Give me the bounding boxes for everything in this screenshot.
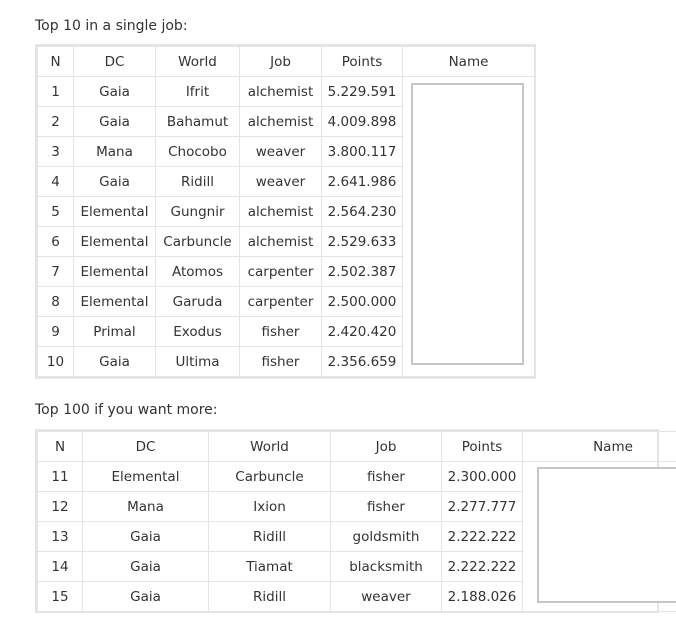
cell-dc: Elemental: [74, 257, 156, 287]
cell-points: 2.529.633: [322, 227, 403, 257]
cell-job: carpenter: [240, 257, 322, 287]
cell-job: blacksmith: [331, 552, 442, 582]
name-redaction-box: [537, 467, 676, 603]
cell-n: 14: [38, 552, 83, 582]
cell-job: goldsmith: [331, 522, 442, 552]
cell-dc: Mana: [74, 137, 156, 167]
cell-points: 2.502.387: [322, 257, 403, 287]
cell-dc: Gaia: [74, 167, 156, 197]
cell-dc: Gaia: [83, 552, 209, 582]
top100-table: [37, 431, 676, 612]
cell-world: Ridill: [209, 582, 331, 612]
cell-points: 3.800.117: [322, 137, 403, 167]
name-column-cell: [523, 462, 676, 612]
top10-table: [37, 46, 535, 377]
cell-n: 7: [38, 257, 74, 287]
name-column-cell: [403, 77, 535, 377]
header-points: Points: [442, 432, 523, 462]
cell-n: 3: [38, 137, 74, 167]
table-row: [38, 462, 676, 492]
cell-world: Bahamut: [156, 107, 240, 137]
cell-job: weaver: [331, 582, 442, 612]
cell-job: carpenter: [240, 287, 322, 317]
cell-job: alchemist: [240, 197, 322, 227]
cell-world: Gungnir: [156, 197, 240, 227]
header-world: World: [209, 432, 331, 462]
cell-n: 13: [38, 522, 83, 552]
cell-n: 12: [38, 492, 83, 522]
cell-points: 2.222.222: [442, 552, 523, 582]
cell-points: 2.188.026: [442, 582, 523, 612]
cell-dc: Gaia: [74, 107, 156, 137]
header-job: Job: [331, 432, 442, 462]
cell-job: weaver: [240, 167, 322, 197]
header-job: Job: [240, 47, 322, 77]
header-n: N: [38, 432, 83, 462]
cell-points: 2.420.420: [322, 317, 403, 347]
cell-job: fisher: [331, 462, 442, 492]
cell-dc: Gaia: [83, 522, 209, 552]
header-name: Name: [523, 432, 676, 462]
cell-dc: Elemental: [74, 227, 156, 257]
name-redaction-box: [411, 83, 524, 365]
header-name: Name: [403, 47, 535, 77]
cell-world: Exodus: [156, 317, 240, 347]
cell-points: 2.641.986: [322, 167, 403, 197]
top10-table-container: [35, 44, 536, 379]
cell-n: 1: [38, 77, 74, 107]
cell-world: Carbuncle: [209, 462, 331, 492]
cell-points: 2.222.222: [442, 522, 523, 552]
header-dc: DC: [74, 47, 156, 77]
cell-job: fisher: [240, 317, 322, 347]
header-points: Points: [322, 47, 403, 77]
cell-world: Ridill: [209, 522, 331, 552]
cell-world: Carbuncle: [156, 227, 240, 257]
header-world: World: [156, 47, 240, 77]
cell-dc: Elemental: [74, 197, 156, 227]
cell-job: weaver: [240, 137, 322, 167]
cell-n: 10: [38, 347, 74, 377]
cell-n: 5: [38, 197, 74, 227]
cell-world: Garuda: [156, 287, 240, 317]
cell-n: 15: [38, 582, 83, 612]
cell-world: Chocobo: [156, 137, 240, 167]
header-dc: DC: [83, 432, 209, 462]
cell-points: 4.009.898: [322, 107, 403, 137]
cell-points: 5.229.591: [322, 77, 403, 107]
header-n: N: [38, 47, 74, 77]
cell-world: Ifrit: [156, 77, 240, 107]
cell-dc: Elemental: [83, 462, 209, 492]
cell-n: 4: [38, 167, 74, 197]
cell-world: Tiamat: [209, 552, 331, 582]
cell-world: Atomos: [156, 257, 240, 287]
cell-job: alchemist: [240, 107, 322, 137]
cell-job: fisher: [331, 492, 442, 522]
table-row: [38, 77, 535, 107]
cell-job: fisher: [240, 347, 322, 377]
cell-n: 6: [38, 227, 74, 257]
cell-job: alchemist: [240, 77, 322, 107]
table-header-row: [38, 432, 676, 462]
cell-n: 8: [38, 287, 74, 317]
cell-points: 2.500.000: [322, 287, 403, 317]
cell-dc: Mana: [83, 492, 209, 522]
cell-points: 2.300.000: [442, 462, 523, 492]
top100-caption: Top 100 if you want more:: [35, 402, 218, 418]
cell-job: alchemist: [240, 227, 322, 257]
top100-table-container: [35, 429, 659, 613]
table-header-row: [38, 47, 535, 77]
cell-n: 9: [38, 317, 74, 347]
cell-dc: Gaia: [83, 582, 209, 612]
cell-n: 2: [38, 107, 74, 137]
cell-world: Ixion: [209, 492, 331, 522]
cell-world: Ultima: [156, 347, 240, 377]
cell-points: 2.356.659: [322, 347, 403, 377]
top10-caption: Top 10 in a single job:: [35, 18, 188, 34]
cell-dc: Elemental: [74, 287, 156, 317]
cell-points: 2.277.777: [442, 492, 523, 522]
cell-n: 11: [38, 462, 83, 492]
cell-dc: Gaia: [74, 77, 156, 107]
cell-dc: Primal: [74, 317, 156, 347]
cell-world: Ridill: [156, 167, 240, 197]
cell-dc: Gaia: [74, 347, 156, 377]
cell-points: 2.564.230: [322, 197, 403, 227]
